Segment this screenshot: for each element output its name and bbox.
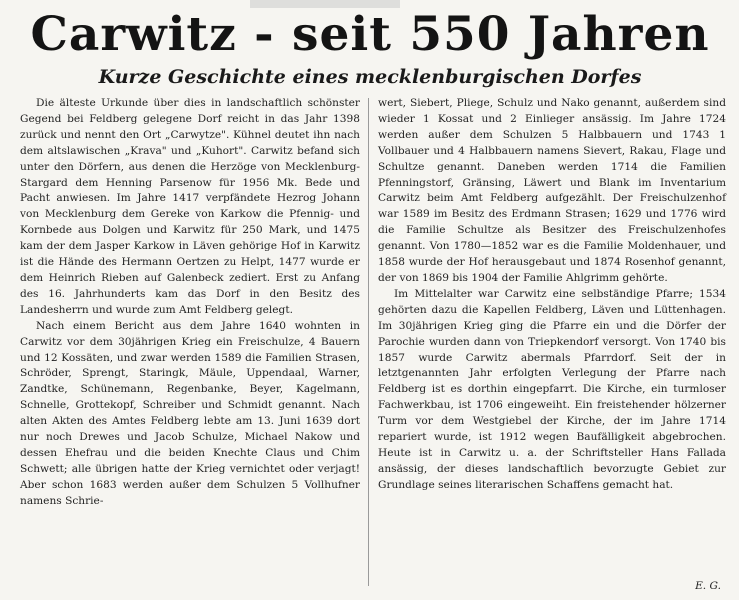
article-subtitle: Kurze Geschichte eines mecklenburgischen Dorfes xyxy=(98,66,642,88)
article-headline: Carwitz - seit 550 Jahren xyxy=(30,7,710,62)
left-column xyxy=(20,96,360,596)
paragraph: Die älteste Urkunde über dies in landschaftlich schönster Gegend bei Feldberg gelegene Dorf reicht in das Jahr 1398 zurück und nennt den Ort „Carwytze". Kühnel deutet ihn nach dem altslawischen „Krava" und „Kuhort". Carwitz befand sich unter den Dörfern, aus denen die Herzöge von Mecklenburg-Stargard dem Henning Parsenow für 1956 Mk. Bede und Pacht anwiesen. Im Jahre 1417 verpfändete Hezrog Johann von Mecklenburg dem Gereke von Karkow die Pfennig- und Kornbede aus Dolgen und Karwitz für 250 Mark, und 1475 kam der dem Jasper Karkow in Läven gehörige Hof in Karwitz ist die Hände des Hermann Oertzen zu Helpt, 1477 wurde er dem Heinrich Rieben auf Galenbeck zediert. Erst zu Anfang des 16. Jahrhunderts kam das Dorf in den Besitz des Landesherrn und wurde zum Amt Feldberg gelegt. xyxy=(20,97,360,316)
paragraph: wert, Siebert, Pliege, Schulz und Nako genannt, außerdem sind wieder 1 Kossat und 2 Einlieger ansässig. Im Jahre 1724 werden außer dem Schulzen 5 Halbbauern und 1743 1 Vollbauer und 4 Halbbauern namens Sievert, Rakau, Flage und Schultze genannt. Daneben werden 1714 die Familien Pfenningstorf, Gränsing, Läwert und Blank im Inventarium Carwitz beim Amt Feldberg aufgezählt. Der Freischulzenhof war 1589 im Besitz des Erdmann Strasen; 1629 und 1776 wird die Familie Schultze als Besitzer des Freischulzenhofes genannt. Von 1780—1852 war es die Familie Moldenhauer, und 1858 wurde der Hof herausgebaut und 1874 Rosenhof genannt, der von 1869 bis 1904 der Familie Ahlgrimm gehörte. xyxy=(378,97,726,284)
author-signature: E. G. xyxy=(695,580,721,592)
right-column xyxy=(378,96,726,596)
column-divider xyxy=(368,98,369,586)
paragraph: Nach einem Bericht aus dem Jahre 1640 wohnten in Carwitz vor dem 30jährigen Krieg ein Freischulze, 4 Bauern und 12 Kossäten, und zwar werden 1589 die Familien Strasen, Schröder, Sprengt, Staringk, Mäule, Uppendaal, Warner, Zandtke, Schünemann, Regenbanke, Beyer, Kagelmann, Schnelle, Grottekopf, Schreiber und Schmidt genannt. Nach alten Akten des Amtes Feldberg lebte am 13. Juni 1639 dort nur noch Drewes und Jacob Schulze, Michael Nakow und dessen Ehefrau und die beiden Knechte Claus und Chim Schwett; alle übrigen hatte der Krieg vernichtet oder verjagt! Aber schon 1683 werden außer dem Schulzen 5 Vollhufner namens Schrie- xyxy=(20,319,360,507)
paragraph: Im Mittelalter war Carwitz eine selbständige Pfarre; 1534 gehörten dazu die Kapellen Feldberg, Läven und Lüttenhagen. Im 30jährigen Krieg ging die Pfarre ein und die Dörfer der Parochie wurden dann von Triepkendorf versorgt. Von 1740 bis 1857 wurde Carwitz abermals Pfarrdorf. Seit der in letztgenannten Jahr erfolgten Verlegung der Pfarre nach Feldberg ist es dorthin eingepfarrt. Die Kirche, ein turmloser Fachwerkbau, ist 1706 eingeweiht. Ein freistehender hölzerner Turm vor dem Westgiebel der Kirche, der im Jahre 1714 repariert wurde, ist 1912 wegen Baufälligkeit abgebrochen. Heute ist in Carwitz u. a. der Schriftsteller Hans Fallada ansässig, der dieses landschaftlich bevorzugte Gebiet zur Grundlage seines literarischen Schaffens gemacht hat. xyxy=(378,287,726,491)
